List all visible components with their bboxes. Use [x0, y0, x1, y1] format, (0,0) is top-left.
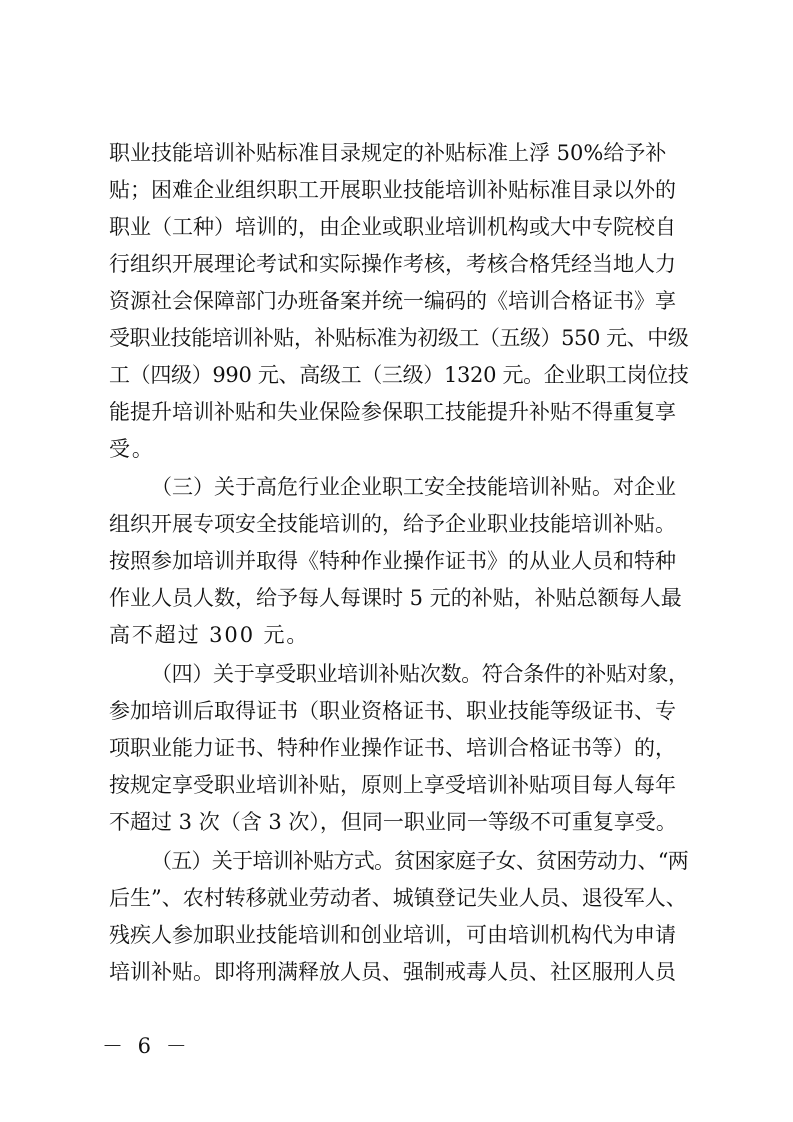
paragraph-2-line-1: （三）关于高危行业企业职工安全技能培训补贴。对企业: [151, 475, 676, 499]
paragraph-2-line-3: 按照参加培训并取得《特种作业操作证书》的从业人员和特种: [109, 549, 676, 573]
paragraph-3-line-4: 按规定享受职业培训补贴，原则上享受培训补贴项目每人每年: [109, 773, 676, 797]
page-number: － 6 －: [102, 1034, 191, 1058]
paragraph-2-line-5: 高不超过 300 元。: [109, 623, 310, 647]
paragraph-4-line-3: 残疾人参加职业技能培训和创业培训，可由培训机构代为申请: [109, 923, 676, 947]
paragraph-1-line-7: 工（四级）990 元、高级工（三级）1320 元。企业职工岗位技: [109, 363, 689, 387]
paragraph-1-line-9: 受。: [109, 437, 155, 461]
paragraph-1-line-5: 资源社会保障部门办班备案并统一编码的《培训合格证书》享: [109, 289, 676, 313]
paragraph-4-line-2: 后生”、农村转移就业劳动者、城镇登记失业人员、退役军人、: [109, 886, 687, 910]
paragraph-1-line-8: 能提升培训补贴和失业保险参保职工技能提升补贴不得重复享: [109, 400, 676, 424]
paragraph-1-line-4: 行组织开展理论考试和实际操作考核，考核合格凭经当地人力: [109, 252, 676, 276]
paragraph-1-line-3: 职业（工种）培训的，由企业或职业培训机构或大中专院校自: [109, 215, 676, 239]
paragraph-3-line-5: 不超过 3 次（含 3 次），但同一职业同一等级不可重复享受。: [109, 810, 677, 834]
paragraph-1-line-1: 职业技能培训补贴标准目录规定的补贴标准上浮 50%给予补: [109, 141, 667, 165]
paragraph-1-line-6: 受职业技能培训补贴，补贴标准为初级工（五级）550 元、中级: [109, 326, 689, 350]
paragraph-4-line-1: （五）关于培训补贴方式。贫困家庭子女、贫困劳动力、“两: [151, 849, 689, 873]
paragraph-2-line-2: 组织开展专项安全技能培训的，给予企业职业技能培训补贴。: [109, 512, 676, 536]
paragraph-1-line-2: 贴；困难企业组织职工开展职业技能培训补贴标准目录以外的: [109, 178, 676, 202]
paragraph-3-line-2: 参加培训后取得证书（职业资格证书、职业技能等级证书、专: [109, 699, 676, 723]
paragraph-3-line-1: （四）关于享受职业培训补贴次数。符合条件的补贴对象，: [151, 662, 689, 686]
paragraph-2-line-4: 作业人员人数，给予每人每课时 5 元的补贴，补贴总额每人最: [109, 586, 682, 610]
paragraph-3-line-3: 项职业能力证书、特种作业操作证书、培训合格证书等）的，: [109, 736, 676, 760]
paragraph-4-line-4: 培训补贴。即将刑满释放人员、强制戒毒人员、社区服刑人员: [109, 960, 676, 984]
